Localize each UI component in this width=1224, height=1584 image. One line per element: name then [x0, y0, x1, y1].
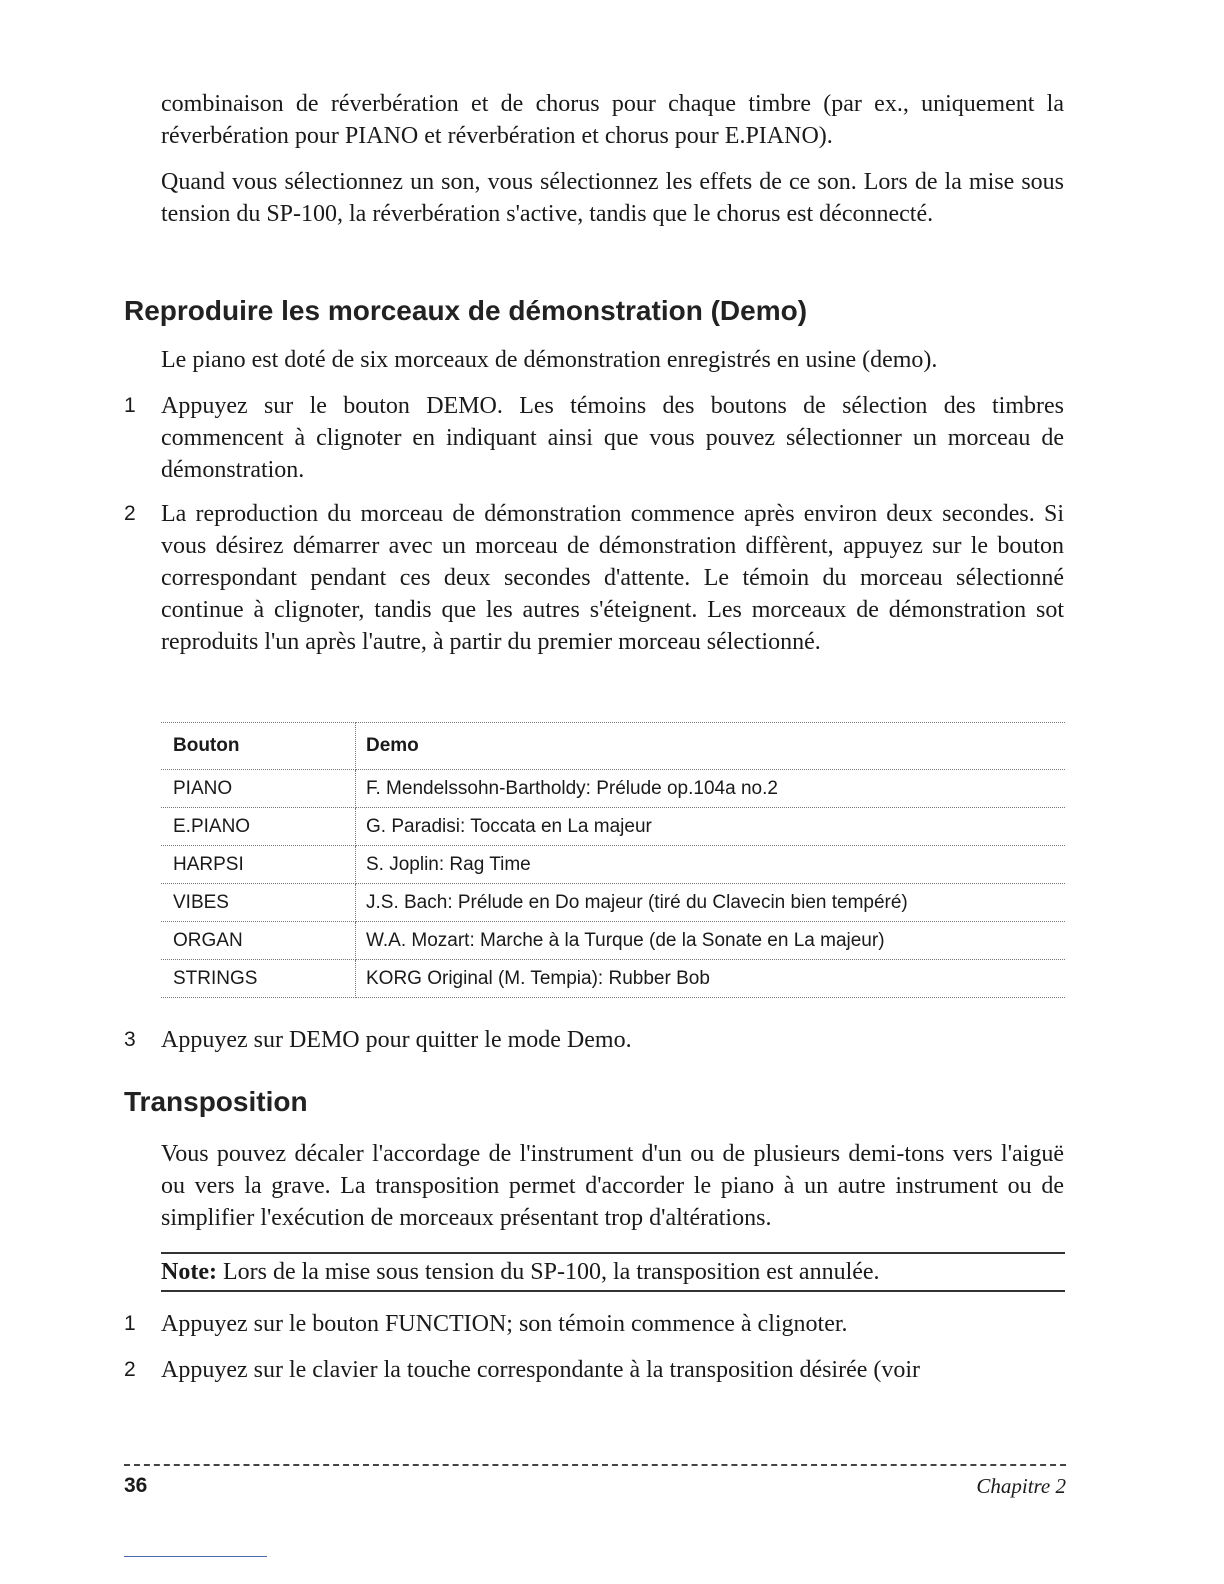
demo-section-heading: Reproduire les morceaux de démonstration (Demo): [124, 295, 808, 326]
button-cell: PIANO: [161, 770, 356, 808]
transposition-heading: Transposition: [124, 1086, 308, 1117]
note-box: [161, 1252, 1065, 1292]
demo-step-2-number: 2: [124, 502, 136, 525]
demo-cell: F. Mendelssohn-Bartholdy: Prélude op.104a no.2: [356, 770, 1066, 808]
chapter-label: Chapitre 2: [976, 1474, 1066, 1498]
intro-paragraph-1: combinaison de réverbération et de chorus pour chaque timbre (par ex., uniquement la réverbération pour PIANO et réverbération et chorus pour E.PIANO).: [161, 91, 1064, 149]
demo-step-3-text: Appuyez sur DEMO pour quitter le mode Demo.: [161, 1027, 632, 1053]
transposition-step-2-text: Appuyez sur le clavier la touche correspondante à la transposition désirée (voir: [161, 1357, 921, 1383]
demo-cell: G. Paradisi: Toccata en La majeur: [356, 808, 1066, 846]
column-header-demo: Demo: [356, 723, 1066, 770]
column-header-bouton: Bouton: [161, 723, 356, 770]
page-number: 36: [124, 1474, 148, 1497]
intro-paragraph-2: Quand vous sélectionnez un son, vous sélectionnez les effets de ce son. Lors de la mise sous tension du SP-100, la réverbération s'active, tandis que le chorus est déconnecté.: [161, 169, 1064, 227]
button-cell: VIBES: [161, 884, 356, 922]
button-cell: STRINGS: [161, 960, 356, 998]
note-text: Lors de la mise sous tension du SP-100, la transposition est annulée.: [222, 1259, 880, 1285]
demo-intro-paragraph: Le piano est doté de six morceaux de démonstration enregistrés en usine (demo).: [161, 347, 938, 373]
demo-cell: KORG Original (M. Tempia): Rubber Bob: [356, 960, 1066, 998]
table-row: [161, 922, 1065, 960]
button-cell: ORGAN: [161, 922, 356, 960]
table-row: [161, 770, 1065, 808]
table-row: [161, 846, 1065, 884]
demo-step-3-number: 3: [124, 1028, 136, 1051]
transposition-intro-paragraph: Vous pouvez décaler l'accordage de l'instrument d'un ou de plusieurs demi-tons vers l'aiguë ou vers la grave. La transposition permet d'accorder le piano à un autre instrument ou de simplifier l'exécution de morceaux présentant trop d'altérations.: [161, 1141, 1064, 1231]
demo-step-1-text: Appuyez sur le bouton DEMO. Les témoins des boutons de sélection des timbres commencent à clignoter en indiquant ainsi que vous pouvez sélectionner un morceau de démonstration.: [161, 393, 1064, 483]
table-row: [161, 884, 1065, 922]
button-cell: HARPSI: [161, 846, 356, 884]
demo-songs-table: [161, 722, 1065, 998]
demo-cell: J.S. Bach: Prélude en Do majeur (tiré du Clavecin bien tempéré): [356, 884, 1066, 922]
note-label: Note:: [161, 1259, 217, 1285]
transposition-step-1-number: 1: [124, 1312, 136, 1335]
transposition-step-1-text: Appuyez sur le bouton FUNCTION; son témoin commence à clignoter.: [161, 1311, 848, 1337]
scan-edge-line: [124, 1556, 267, 1557]
demo-step-2-text: La reproduction du morceau de démonstration commence après environ deux secondes. Si vous désirez démarrer avec un morceau de démonstration diffèrent, appuyez sur le bouton correspondant pendant ces deux secondes d'attente. Le témoin du morceau sélectionné continue à clignoter, tandis que les autres s'éteignent. Les morceaux de démonstration sot reproduits l'un après l'autre, à partir du premier morceau sélectionné.: [161, 501, 1064, 655]
demo-step-1-number: 1: [124, 394, 136, 417]
table-header-row: [161, 723, 1065, 770]
footer-divider: [124, 1464, 1066, 1466]
demo-cell: W.A. Mozart: Marche à la Turque (de la Sonate en La majeur): [356, 922, 1066, 960]
table-row: [161, 960, 1065, 998]
transposition-step-2-number: 2: [124, 1358, 136, 1381]
demo-cell: S. Joplin: Rag Time: [356, 846, 1066, 884]
button-cell: E.PIANO: [161, 808, 356, 846]
table-row: [161, 808, 1065, 846]
